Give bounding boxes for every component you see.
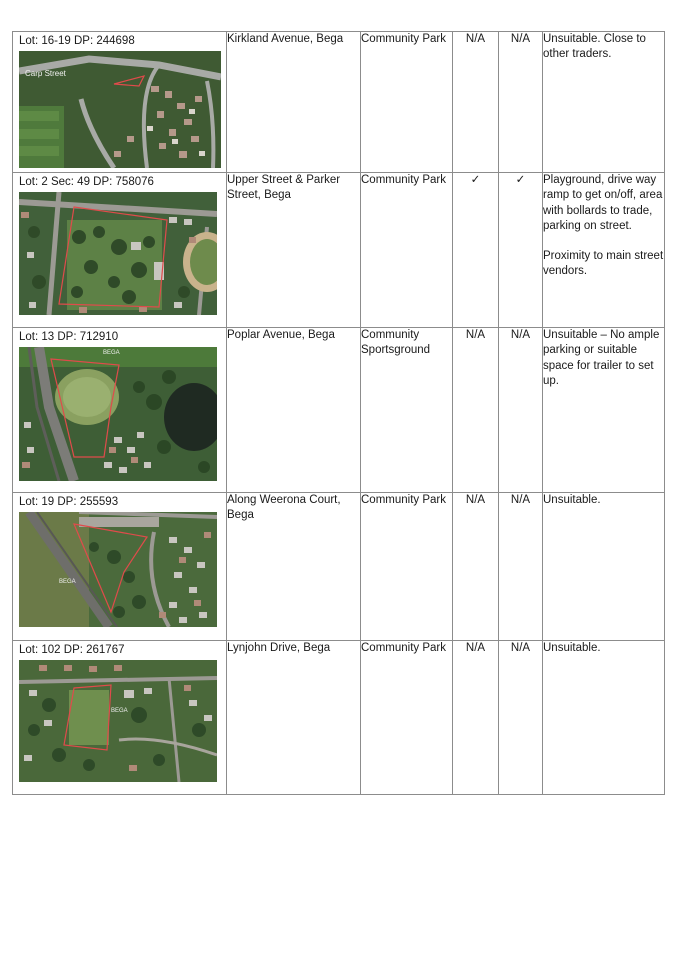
comments-cell (543, 641, 665, 795)
zoning-cell: Community Sportsground (361, 328, 453, 493)
table-row (13, 328, 665, 493)
col5-cell: N/A (499, 641, 543, 795)
lot-cell (13, 32, 227, 173)
table-row (13, 493, 665, 641)
lot-reference: Lot: 2 Sec: 49 DP: 758076 (19, 176, 154, 188)
address-cell: Along Weerona Court, Bega (227, 493, 361, 641)
zoning-cell: Community Park (361, 173, 453, 328)
comments-cell (543, 493, 665, 641)
lot-reference: Lot: 102 DP: 261767 (19, 644, 125, 656)
col5-cell: N/A (499, 32, 543, 173)
lot-cell (13, 173, 227, 328)
comment-text: Unsuitable. (543, 642, 601, 654)
zoning-cell: Community Park (361, 32, 453, 173)
lot-reference: Lot: 19 DP: 255593 (19, 496, 119, 508)
zoning-cell: Community Park (361, 641, 453, 795)
map-town-label: BEGA (111, 708, 128, 715)
comments-cell (543, 32, 665, 173)
address-cell: Lynjohn Drive, Bega (227, 641, 361, 795)
lot-reference: Lot: 13 DP: 712910 (19, 331, 119, 343)
col5-cell: N/A (499, 328, 543, 493)
comments-cell (543, 173, 665, 328)
comments-cell (543, 328, 665, 493)
comment-text: Playground, drive way ramp to get on/off, area with bollards to trade, parking on street. (543, 174, 663, 232)
zoning-cell: Community Park (361, 493, 453, 641)
map-town-label: BEGA (59, 579, 76, 586)
lot-cell (13, 493, 227, 641)
comment-text: Proximity to main street vendors. (543, 250, 664, 278)
aerial-photo (19, 51, 221, 168)
aerial-photo (19, 660, 217, 782)
aerial-photo (19, 347, 217, 481)
col4-cell: N/A (453, 32, 499, 173)
lot-cell (13, 328, 227, 493)
col4-cell: N/A (453, 641, 499, 795)
address-cell: Upper Street & Parker Street, Bega (227, 173, 361, 328)
col5-tick: ✓ (499, 173, 543, 328)
col4-tick: ✓ (453, 173, 499, 328)
lot-reference: Lot: 16-19 DP: 244698 (19, 35, 135, 47)
table-row (13, 641, 665, 795)
address-cell: Kirkland Avenue, Bega (227, 32, 361, 173)
aerial-photo (19, 512, 217, 627)
table-row (13, 32, 665, 173)
aerial-photo (19, 192, 217, 315)
map-town-label: BEGA (103, 350, 120, 357)
sites-table (12, 31, 665, 795)
table-row (13, 173, 665, 328)
col5-cell: N/A (499, 493, 543, 641)
col4-cell: N/A (453, 493, 499, 641)
address-cell: Poplar Avenue, Bega (227, 328, 361, 493)
comment-text: Unsuitable. Close to other traders. (543, 33, 646, 61)
col4-cell: N/A (453, 328, 499, 493)
comment-text: Unsuitable. (543, 494, 601, 506)
lot-cell (13, 641, 227, 795)
comment-text: Unsuitable – No ample parking or suitable space for trailer to set up. (543, 329, 660, 387)
map-street-label: Carp Street (25, 69, 66, 79)
